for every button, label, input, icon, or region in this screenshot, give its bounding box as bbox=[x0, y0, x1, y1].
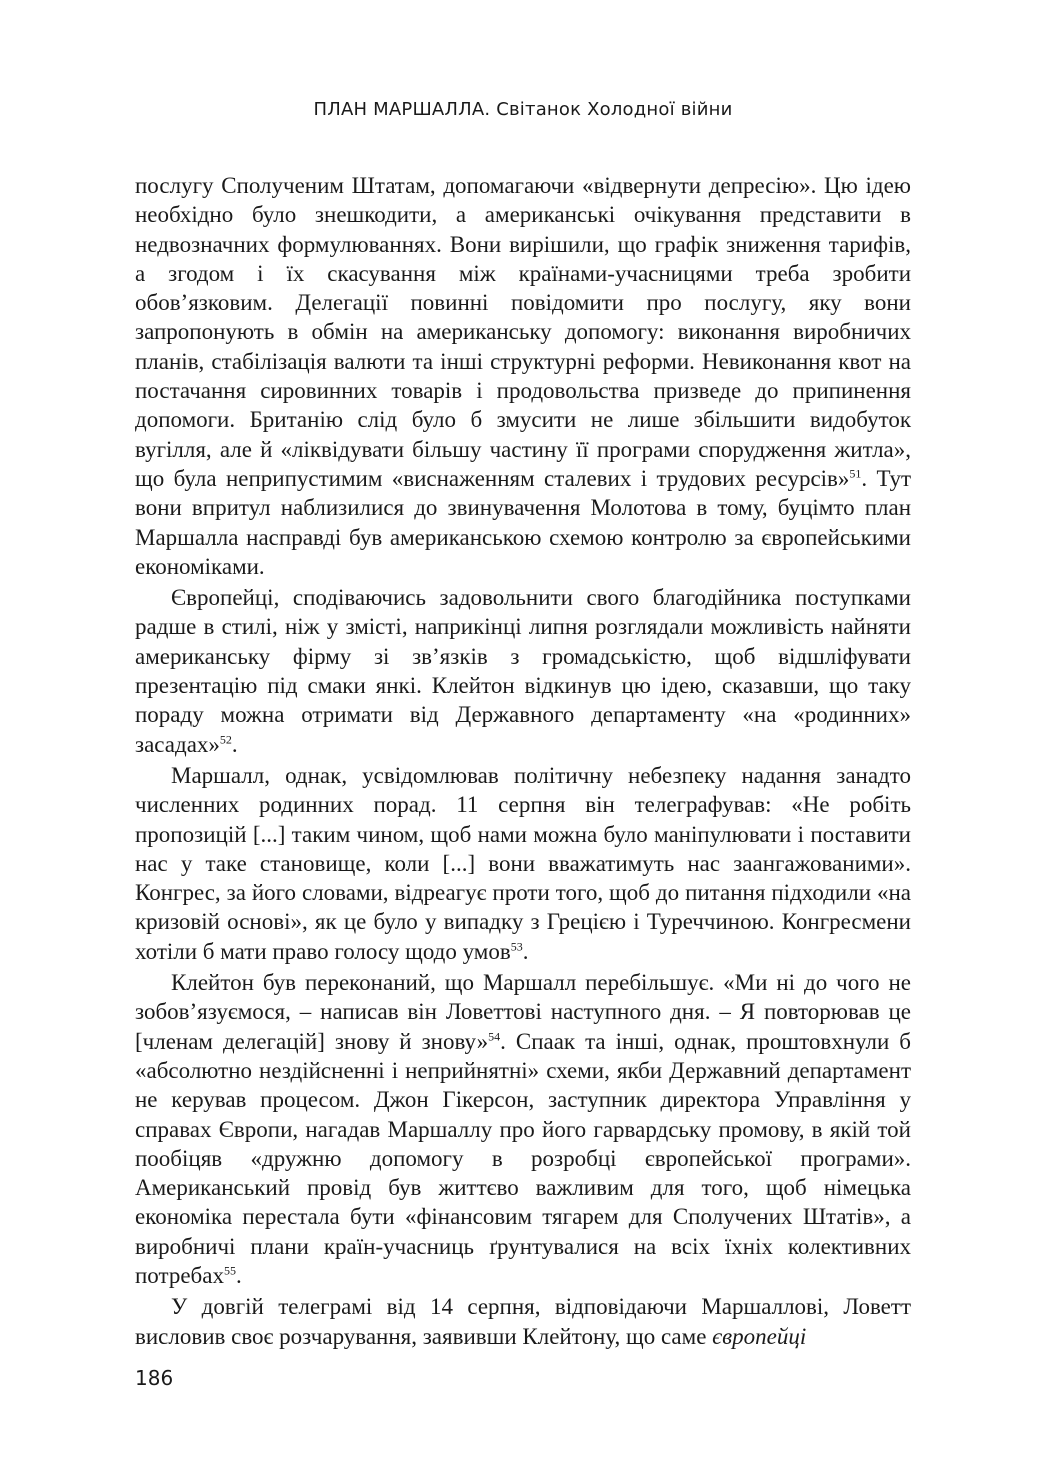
paragraph-4 bbox=[135, 968, 911, 1290]
paragraph-3 bbox=[135, 761, 911, 966]
footnote-ref-51: 51 bbox=[849, 466, 862, 481]
body-text bbox=[135, 171, 911, 1353]
footnote-ref-54: 54 bbox=[488, 1029, 501, 1044]
page-number: 186 bbox=[135, 1366, 174, 1390]
paragraph-text: . bbox=[235, 1262, 242, 1288]
running-head: ПЛАН МАРШАЛЛА. Світанок Холодної війни bbox=[313, 99, 733, 120]
paragraph-text: У довгій телеграмі від 14 серпня, відповідаючи Маршаллові, Ловетт висловив своє розчарування, заявивши Клейтону, що саме bbox=[135, 1294, 911, 1349]
paragraph-5 bbox=[135, 1292, 911, 1351]
footnote-ref-52: 52 bbox=[219, 732, 232, 747]
paragraph-text: . bbox=[522, 938, 529, 964]
paragraph-2 bbox=[135, 583, 911, 759]
footnote-ref-55: 55 bbox=[223, 1263, 236, 1278]
paragraph-text: . bbox=[231, 731, 238, 757]
paragraph-text: Маршалл, однак, усвідомлював політичну небезпеку надання занадто численних родинних порад. 11 серпня він телеграфував: «Не робіть пропозицій [...] таким чином, щоб нами можна було маніпулювати і поставити нас у таке становище, коли [...] вони вважатимуть нас заангажованими». Конгрес, за його словами, відреагує проти того, щоб до питання підходили «на кризовій основі», як це було у випадку з Грецією і Туреччиною. Конгресмени хотіли б мати право голосу щодо умов bbox=[135, 762, 911, 964]
italic-emphasis: європейці bbox=[712, 1323, 807, 1349]
paragraph-text: . Спаак та інші, однак, проштовхнули б «абсолютно нездійсненні і неприйнятні» схеми, якби Державний департамент не керував процесом. Джон Гікерсон, заступник директора Управління у справах Європи, нагадав Маршаллу про його гарвардську промову, в якій той пообіцяв «дружню допомогу в розробці європейської програми». Американський провід був життєво важливим для того, щоб німецька економіка перестала бути «фінансовим тягарем для Сполучених Штатів», а виробничі плани країн-учасниць ґрунтувалися на всіх їхніх колективних потребах bbox=[135, 1028, 911, 1288]
paragraph-text: Європейці, сподіваючись задовольнити свого благодійника поступками радше в стилі, ніж у змісті, наприкінці липня розглядали можливість найняти американську фірму зі зв’язків з громадськістю, щоб відшліфувати презентацію під смаки янкі. Клейтон відкинув цю ідею, сказавши, що таку пораду можна отримати від Державного департаменту «на «родинних» засадах» bbox=[135, 585, 911, 757]
paragraph-1 bbox=[135, 171, 911, 581]
paragraph-text: . Тут вони впритул наблизилися до звинувачення Молотова в тому, буцімто план Маршалла насправді був американською схемою контролю за європейськими економіками. bbox=[135, 465, 911, 579]
paragraph-text: послугу Сполученим Штатам, допомагаючи «відвернути депресію». Цю ідею необхідно було знешкодити, а американські очікування представити в недвозначних формулюваннях. Вони вирішили, що графік зниження тарифів, а згодом і їх скасування між країнами-учасницями треба зробити обов’язковим. Делегації повинні повідомити про послугу, яку вони запропонують в обмін на американську допомогу: виконання виробничих планів, стабілізація валюти та інші структурні реформи. Невиконання квот на постачання сировинних товарів і продовольства призведе до припинення допомоги. Британію слід було б змусити не лише збільшити видобуток вугілля, але й «ліквідувати більшу частину її програми спорудження житла», що була неприпустимим «виснаженням сталевих і трудових ресурсів» bbox=[135, 173, 911, 491]
paragraph-text: Клейтон був переконаний, що Маршалл перебільшує. «Ми ні до чого не зобов’язуємося, – написав він Ловеттові наступного дня. – Я повторював це [членам делегацій] знову й знову» bbox=[135, 970, 911, 1054]
footnote-ref-53: 53 bbox=[510, 939, 523, 954]
